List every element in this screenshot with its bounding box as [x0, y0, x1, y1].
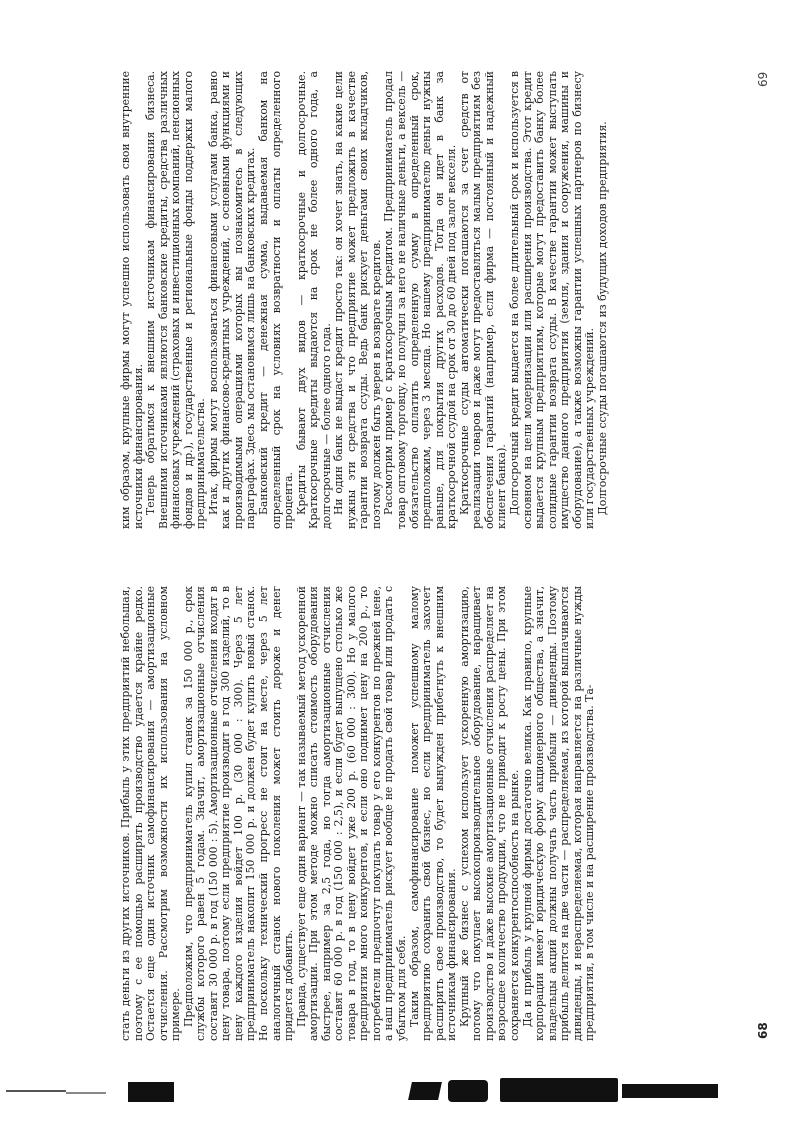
paragraph: Долгосрочные ссуды погашаются из будущих доходов предприятия.: [595, 121, 609, 515]
paragraph: Банковский кредит — денежная сумма, выдаваемая банком на определенный срок на условиях возвратности и оплаты определенного процента.: [257, 71, 296, 529]
paragraph: Таким образом, самофинансирование поможет успешному малому предприятию сохранить свой бизнес, но если предприниматель захочет расширить свое производство, то будет вынужден прибегнуть к внешним источникам финансирования.: [407, 586, 459, 1041]
scan-blot: [128, 1082, 174, 1102]
paragraph: Ни один банк не выдаст кредит просто так: он хочет знать, на какие цели нужны эти средства и что предприятие может предложить в качестве гарантии возврата ссуды. Ведь банк рискует деньгами своих вкладчиков, поэтому должен быть уверен в возврате кредитов.: [332, 71, 383, 529]
paragraph: Предположим, что предприниматель купил станок за 150 000 р., срок службы которого равен 5 годам. Значит, амортизационные отчисления составят 30 000 р. в год (150 000 : 5). Амортизационные отчисления входят в цену товара, поэтому если предприятие производит в год 300 изделий, то в цену каждого изделия войдет 100 р. (30 000 : 300). Через 5 лет предприниматель накопит 150 000 р. и должен будет купить новый станок. Но поскольку технический прогресс не стоит на месте, через 5 лет аналогичный станок нового поколения может стоить дороже и денег придется добавить.: [181, 586, 296, 1041]
page-number-right: 69: [756, 71, 770, 87]
page-number-left: 68: [756, 1022, 770, 1039]
paragraph: ким образом, крупные фирмы могут успешно использовать свои внутренние источники финансирования.: [119, 71, 145, 529]
scan-speck: [66, 1092, 106, 1094]
paragraph: Кредиты бывают двух видов — краткосрочные и долгосрочные. Краткосрочные кредиты выдаются на срок не более одного года, а долгосрочные — более одного года.: [294, 71, 333, 529]
left-page-column: [120, 586, 597, 1041]
paragraph: Итак, фирмы могут воспользоваться финансовыми услугами банка, равно как и других финансово-кредитных учреждений, с основными функциями и производимыми операциями которых вы познакомитесь в следующих параграфах. Здесь мы остановимся лишь на банковских кредитах.: [206, 71, 258, 529]
paragraph: Краткосрочные ссуды автоматически погашаются за счет средств от реализации товаров и даже могут предоставляться малым предприятиям без обеспечения гарантий (например, если фирма — постоянный и надежный клиент банка).: [457, 71, 509, 529]
paragraph: Правда, существует еще один вариант — так называемый метод ускоренной амортизации. При этом методе можно списать стоимость оборудования быстрее, например за 2,5 года, но тогда амортизационные отчисления составят 60 000 р. в год (150 000 : 2,5), и если будет выпущено столько же товара в год, то в цену войдет уже 200 р. (60 000 : 300). Но у малого предприятия много конкурентов, и если оно поднимет цену на 200 р., то потребители предпочтут покупать товар у его конкурентов по прежней цене, а наш предприниматель рискует вообще не продать свой товар или продать с убытком для себя.: [294, 586, 409, 1041]
paragraph: стать деньги из других источников. Прибыль у этих предприятий небольшая, поэтому с ее помощью расширять производство удается крайне редко. Остается еще один источник самофинансирования — амортизационные отчисления. Рассмотрим возможности их использования на условном примере.: [119, 586, 183, 1041]
paragraph: Теперь обратимся к внешним источникам финансирования бизнеса. Внешними источниками являются банковские кредиты, средства различных финансовых учреждений (страховых и инвестиционных компаний, пенсионных фондов и др.), государственные и региональные фонды поддержки малого предпринимательства.: [144, 71, 208, 529]
right-page-column: [120, 71, 609, 529]
scan-blot: [448, 1080, 488, 1102]
scan-blot: [500, 1078, 618, 1102]
paragraph: Крупный же бизнес с успехом использует ускоренную амортизацию, потому что покупает высокопроизводительное оборудование, наращивает производство и даже высокие амортизационные отчисления распределяет на возросшее количество продукции, что не приводит к росту цены. При этом сохраняется конкурентоспособность на рынке.: [457, 586, 521, 1041]
scan-blot: [408, 1082, 442, 1100]
scan-blot: [622, 1084, 718, 1098]
scan-speck: [6, 1090, 66, 1092]
paragraph: Да и прибыль у крупной фирмы достаточно велика. Как правило, крупные корпорации имеют юридическую форму акционерного общества, а значит, владельцы акций должны получать часть прибыли — дивиденды. Поэтому прибыль делится на две части — распределяемая, из которой выплачиваются дивиденды, и нераспределяемая, которая направляется на различные нужды предприятия, в том числе и на расширение производства. Та-: [520, 586, 597, 1041]
paragraph: Рассмотрим пример с краткосрочным кредитом. Предприниматель продал товар оптовому торговцу, но получил за него не наличные деньги, а вексель — обязательство оплатить определенную сумму в определенный срок, предположим, через 3 месяца. Но нашему предпринимателю деньги нужны раньше, для покрытия других расходов. Тогда он идет в банк за краткосрочной ссудой на срок от 30 до 60 дней под залог векселя.: [382, 71, 459, 529]
paragraph: Долгосрочный кредит выдается на более длительный срок и используется в основном на цели модернизации или расширения производства. Этот кредит выдается крупным предприятиям, которые могут предоставить банку более солидные гарантии возврата ссуды. В качестве гарантии может выступать имущество данного предприятия (земля, здания и сооружения, машины и оборудование), а также возможны гарантии успешных партнеров по бизнесу или государственных учреждений.: [507, 71, 597, 529]
